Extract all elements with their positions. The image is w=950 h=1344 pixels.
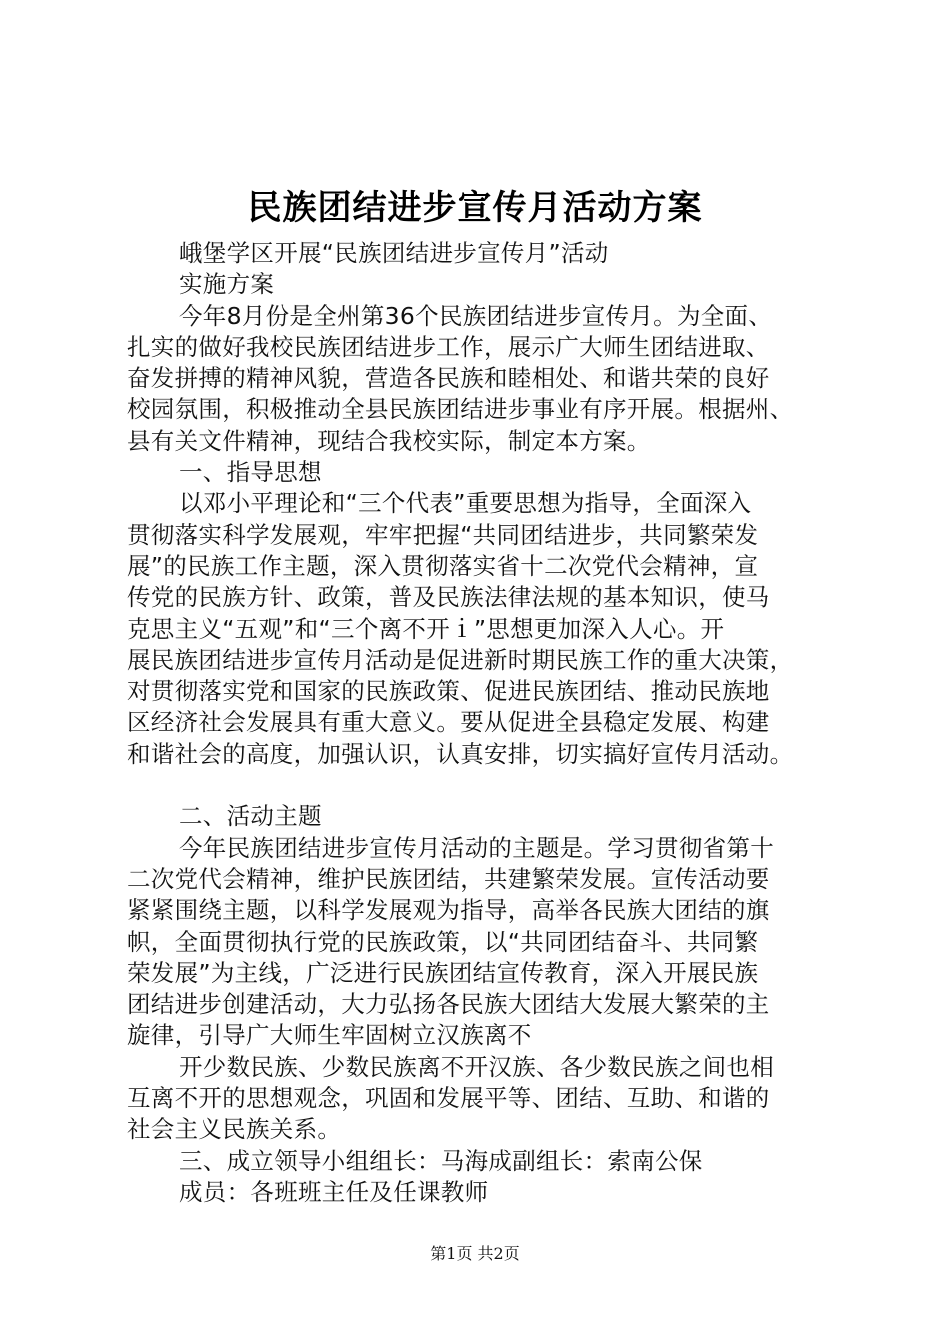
members-line: 成员：各班班主任及任课教师 [179, 1177, 489, 1206]
paragraph-line: 传党的民族方针、政策，普及民族法律法规的基本知识，使马 [127, 583, 770, 612]
paragraph-line: 旋律，引导广大师生牢固树立汉族离不 [127, 1021, 532, 1050]
document-title: 民族团结进步宣传月活动方案 [247, 188, 703, 228]
paragraph-line: 校园氛围，积极推动全县民族团结进步事业有序开展。根据州、 [127, 395, 794, 424]
paragraph-line: 今年8月份是全州第36个民族团结进步宣传月。为全面、 [179, 301, 773, 330]
paragraph-line: 奋发拼搏的精神风貌，营造各民族和睦相处、和谐共荣的良好 [127, 364, 770, 393]
paragraph-line: 紧紧围绕主题，以科学发展观为指导，高举各民族大团结的旗 [127, 896, 770, 925]
paragraph-line: 区经济社会发展具有重大意义。要从促进全县稳定发展、构建 [127, 708, 770, 737]
paragraph-line: 荣发展”为主线，广泛进行民族团结宣传教育，深入开展民族 [127, 958, 759, 987]
paragraph-line: 二次党代会精神，维护民族团结，共建繁荣发展。宣传活动要 [127, 864, 770, 893]
section-heading-leadership-group: 三、成立领导小组组长：马海成副组长：索南公保 [179, 1146, 703, 1175]
paragraph-line: 展”的民族工作主题，深入贯彻落实省十二次党代会精神，宣 [127, 551, 759, 580]
section-heading-guiding-ideology: 一、指导思想 [179, 458, 322, 487]
paragraph-line: 扎实的做好我校民族团结进步工作，展示广大师生团结进取、 [127, 332, 770, 361]
paragraph-line: 贯彻落实科学发展观，牢牢把握“共同团结进步，共同繁荣发 [127, 520, 759, 549]
paragraph-line: 今年民族团结进步宣传月活动的主题是。学习贯彻省第十 [179, 833, 774, 862]
paragraph-line: 克思主义“五观”和“三个离不开ｉ”思想更加深入人心。开 [127, 614, 725, 643]
paragraph-line: 团结进步创建活动，大力弘扬各民族大团结大发展大繁荣的主 [127, 990, 770, 1019]
paragraph-line: 对贯彻落实党和国家的民族政策、促进民族团结、推动民族地 [127, 677, 770, 706]
paragraph-line: 互离不开的思想观念，巩固和发展平等、团结、互助、和谐的 [127, 1084, 770, 1113]
subtitle-line-2: 实施方案 [179, 270, 275, 299]
document-body [127, 238, 847, 1208]
paragraph-line: 和谐社会的高度，加强认识，认真安排，切实搞好宣传月活动。 [127, 739, 794, 768]
paragraph-line: 以邓小平理论和“三个代表”重要思想为指导，全面深入 [179, 489, 752, 518]
paragraph-line: 县有关文件精神，现结合我校实际，制定本方案。 [127, 426, 651, 455]
subtitle-line-1: 峨堡学区开展“民族团结进步宣传月”活动 [179, 239, 609, 267]
page-number-footer: 第1页 共2页 [430, 1244, 520, 1263]
paragraph-line: 开少数民族、少数民族离不开汉族、各少数民族之间也相 [179, 1052, 774, 1081]
paragraph-line: 展民族团结进步宣传月活动是促进新时期民族工作的重大决策， [127, 645, 794, 674]
paragraph-line: 社会主义民族关系。 [127, 1115, 342, 1144]
paragraph-line: 帜，全面贯彻执行党的民族政策，以“共同团结奋斗、共同繁 [127, 927, 759, 956]
blank-line [127, 770, 847, 801]
section-heading-activity-theme: 二、活动主题 [179, 802, 322, 831]
